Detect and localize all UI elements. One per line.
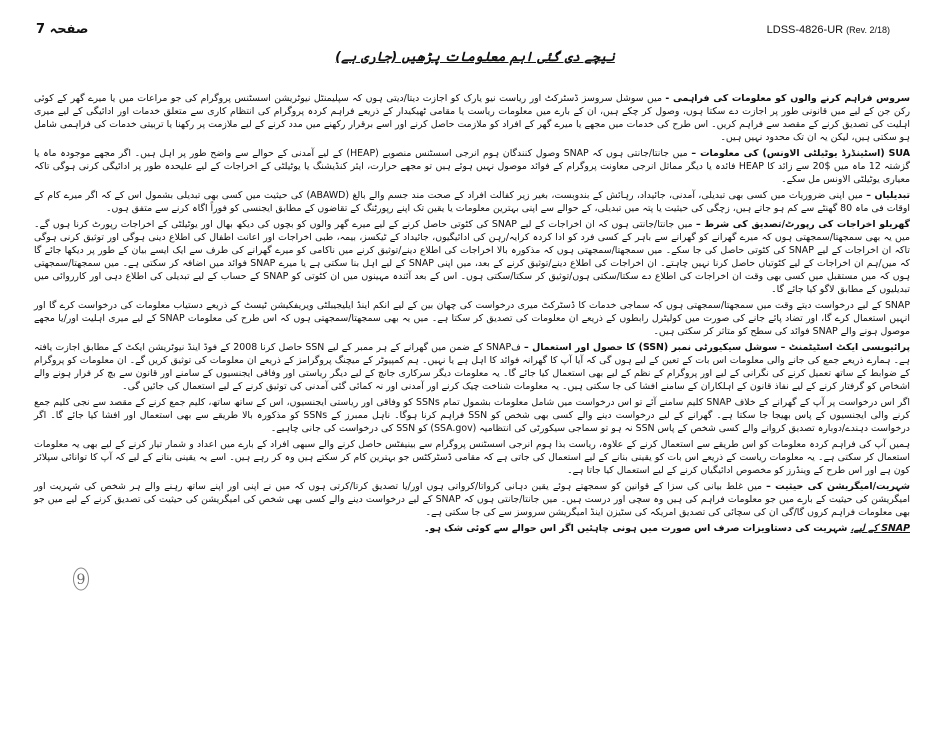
paragraph-claims [34, 396, 910, 435]
paragraph-citizenship [34, 480, 910, 519]
paragraph-text: میں جانتا/جانتی ہوں کہ SNAP وصول کنندگان ہوم انرجی اسسٹنس منصوبے (HEAP) کے لیے آمدنی کے حوالے سے واضح طور پر اہل ہیں۔ اگر مجھے موجودہ ماہ یا گزشتہ 12 ماہ میں $20 سے زائد کا HEAP فائدہ یا دیگر مماثل انرجی معاونت پروگرام کے فوائد موصول نہیں ہوئے ہیں تو مجھے حرارت، ایئر کنڈیشنگ یا یوٹیلٹی کے اخراجات کے لیے علیحدہ طور پر ادائیگی کرنی ہوگی تاکہ معیاری یوٹیلٹی الاونس مل سکے۔ [34, 148, 910, 185]
form-identifier [767, 24, 890, 36]
paragraph-heading: پرائیویسی ایکٹ اسٹیٹمنٹ – سوشل سیکیورٹی نمبر (SSN) کا حصول اور استعمال – [523, 342, 910, 353]
paragraph-service-providers [34, 92, 910, 144]
paragraph-privacy-act [34, 341, 910, 393]
handwritten-mark-text: 9 [76, 572, 86, 588]
document-body [34, 92, 910, 538]
paragraph-text: میں اپنی ضروریات میں کسی بھی تبدیلی، آمدنی، جائیداد، رہائش کے بندوبست، بغیر زیر کفالت افراد کے صحت مند جسم والے بالغ (ABAWD) کی حیثیت میں کسی بھی تبدیلی بشمول اس کے کہ اگر میرے کام کے اوقات فی ماہ 80 گھنٹے سے کم ہو جاتے ہیں، زچگی کی حیثیت یا پتہ میں تبدیلی، کے حوالے سے اپنی بہترین معلومات یا یقین تک اپنے رپورٹنگ کے تقاضوں کے مطابق ایجنسی کو فوراً اگاہ کرنے سے متفق ہوں۔ [34, 190, 910, 214]
paragraph-text: SNAP کے لیے درخواست دیتے وقت میں سمجھتا/سمجھتی ہوں کہ سماجی خدمات کا ڈسٹرکٹ میری درخواست کی چھان بین کے لیے انکم اینڈ ایلیجیبلٹی ویریفکیشن ٹیسٹ کے ذریعے دستیاب معلومات کی درخواست کرے گا اور انہیں استعمال کرے گا، اور تضاد پائے جانے کی صورت میں کولیٹرل رابطوں کے ذریعے ان معلومات کی تصدیق کر سکتا ہے۔ میں یہ بھی سمجھتا/سمجھتی ہوں کہ اس طرح کی معلومات SNAP کے لیے میری اہلیت اور/یا مجھے موصول ہونے والے SNAP فوائد کی سطح کو متاثر کر سکتی ہیں۔ [34, 300, 910, 337]
paragraph-heap-statistics [34, 438, 910, 477]
paragraph-sua [34, 147, 910, 186]
paragraph-heading: سروس فراہم کرنے والوں کو معلومات کی فراہمی - [665, 93, 910, 104]
paragraph-heading: SUA (اسٹینڈرڈ یوٹیلٹی الاونس) کی معلومات – [691, 148, 911, 159]
paragraph-snap-documents [34, 522, 910, 535]
paragraph-heading: گھریلو اخراجات کی رپورٹ/تصدیق کی شرط – [695, 219, 911, 230]
paragraph-text: فSNAP کے ضمن میں گھرانے کے ہر ممبر کے لیے SSN حاصل کرنا 2008 کے فوڈ اینڈ نیوٹریشن ایکٹ کے مطابق اجازت یافتہ ہے۔ ہمارے ذریعے جمع کی جانے والی معلومات اس بات کے تعین کے لیے ہوں گی کہ آیا آپ کا گھرانہ فوائد کا اہل ہے یا نہیں۔ ہم کمپیوٹر کے میچنگ پروگرامز کے ذریعے ان معلومات کی توثیق کریں گے۔ ان معلومات کو پروگرام کے ضوابط کے ساتھ تعمیل کرنے کی نگرانی کے لیے اور پروگرام کے نظم کے لیے بھی استعمال کیا جائے گا۔ یہ معلومات دیگر سرکاری جانچ کے لیے دیگر ریاستی اور وفاقی ایجنسیوں کے سامنے اور قانون سے بچ کر فرار ہونے والے اشخاص کو گرفتار کرنے کے لیے نفاذ قانون کے اہلکاران کے سامنے افشا کی جا سکتی ہیں۔ یہ معلومات شناخت چیک کرنے اور آمدنی اور نہ کمائی گئی آمدنی کی توثیق کرنے کے لیے استعمال کی جائیں گی۔ [34, 342, 910, 392]
paragraph-text: شہریت کی دستاویزات صرف اس صورت میں ہونی چاہئیں اگر اس حوالے سے کوئی شک ہو۔ [423, 523, 851, 534]
page-title: نیچے دی گئی اہم معلومات پڑھیں (جاری ہے) [335, 50, 615, 65]
form-number: LDSS-4826-UR [766, 24, 844, 36]
paragraph-verification [34, 299, 910, 338]
form-revision: (Rev. 2/18) [846, 25, 890, 35]
handwritten-mark [71, 566, 91, 592]
paragraph-heading: SNAP کے لیے، [850, 523, 910, 534]
paragraph-heading: شہریت/امیگریشن کی حیثیت – [766, 481, 910, 492]
paragraph-text: اگر اس درخواست پر آپ کے گھرانے کے خلاف SNAP کلیم سامنے آئے تو اس درخواست میں شامل معلومات بشمول تمام SSNs کو وفاقی اور ریاستی ایجنسیوں، اس کے ساتھ ساتھ، کلیم جمع کرنے کے مقصد سے نجی کلیم جمع کرنے والی ایجنسیوں کے پاس بھیجا جا سکتا ہے۔ گھرانے کے لیے درخواست دینے والے کسی بھی شخص کو SSN فراہم کرنا ہوگا۔ ناہل ممبرز کے SSNs کو مذکورہ بالا طریقے سے بھی استعمال اور افشا کیا جائے گا۔ اگر درخواست دہندے/دوبارہ تصدیق کروانے والے کسی شخص کے پاس SSN نہ ہو تو سماجی سیکورٹی کی انتظامیہ (SSA.gov) کو SSN کی درخواست کی جانی چاہیے۔ [34, 397, 911, 434]
paragraph-household-expenses [34, 218, 910, 296]
paragraph-heading: تبدیلیاں – [866, 190, 910, 201]
paragraph-text: میں غلط بیانی کی سزا کے قوانین کو سمجھتے ہوئے یقین دہانی کرواتا/کرواتی ہوں اور/یا تصدیق کرتا/کرتی ہوں کہ میں نے اپنی اور اپنے ساتھ رہنے والے ہر شخص کی شہریت اور امیگریشن کی حیثیت کے بارے میں جو معلومات فراہم کی ہیں وہ سچی اور درست ہیں۔ میں جانتا/جانتی ہوں کہ SNAP کے لیے درخواست دینے والے کسی بھی شخص کی امیگریشن کی حیثیت کی تصدیق کرنے کے لیے میں جو بھی معلومات فراہم کروں گا/گی ان کی سچائی کی تصدیق امریکہ کی سٹیزن اینڈ امیگریشن سروسز سے کی جا سکتی ہے۔ [34, 481, 911, 518]
page-number: صفحہ 7 [36, 22, 89, 37]
paragraph-text: میں جانتا/جانتی ہوں کہ ان اخراجات کے لیے SNAP کی کٹوتی حاصل کرنے کے لیے میرے گھر والوں کو بچوں کی دیکھ بھال اور یوٹیلٹی کے اخراجات رپورٹ کرنا ہوں گے۔ میں یہ بھی سمجھتا/سمجھتی ہوں کہ میرے گھرانے کو گھرانے سے باہر کے کسی فرد کو ادا کردہ کرایہ/رہن کی ادائیگیوں، جائیداد کے ٹیکسز، بیمہ، طبی اخراجات اور اعانت اطفال کی اطلاع دینی ہوگی اور توثیق کرنی ہوگی تاکہ ان اخراجات کے لیے SNAP کی کٹوتی حاصل کی جا سکے۔ میں سمجھتا/سمجھتی ہوں کہ مذکورہ بالا اخراجات کی اطلاع دینے/توثیق کرنے میں ناکامی کو میرے گھرانے کی طرف سے ایک ایسے بیان کے طور پر دیکھا جائے گا کہ میں/ہم ان اخراجات کے لیے کٹوتیاں حاصل کرنا نہیں چاہتے۔ ان اخراجات کی اطلاع دینے/توثیق کرنے کے بعد، میں اپنی SNAP کے لیے اہل بنا سکتی ہے یا میرے SNAP فوائد میں اضافہ کر سکتی ہے۔ میں سمجھتا/سمجھتی ہوں کہ میں مستقبل میں کسی بھی وقت ان اخراجات کی اطلاع دے سکتا/سکتی ہوں/توثیق کر سکتا/سکتی ہوں۔ اس کے بعد آئندہ مہینوں میں ان کٹوتی کو SNAP کے حساب کے لیے تبدیلی کی اطلاع دہی اور کارروائی میں تبدیلیوں کے مطابق لاگو کیا جائے گا۔ [34, 219, 911, 295]
paragraph-text: ہمیں آپ کی فراہم کردہ معلومات کو اس طریقے سے استعمال کرنے کے علاوہ، ریاست بذا ہوم انرجی اسسٹنس پروگرام سے بینیفٹس حاصل کرنے والے سبھی افراد کے بارے میں اعداد و شمار تیار کرنے کے لیے بھی یہ معلومات استعمال کر سکتی ہے۔ یہ معلومات ریاست کے ذریعے اس بات کو یقینی بنانے کے لیے استعمال کی جاتی ہے کہ مقامی ڈسٹرکٹس جو بہترین کام کر سکتے ہیں وہ کر رہے ہیں۔ اسے یہ یقینی بنانے کے لیے کہ آپ کا توانائی سپلائر کون ہے اور اس طرح کے وینڈرز کو مخصوص ادائیگیاں کرنے کے لیے استعمال کیا جاتا ہے۔ [34, 439, 910, 476]
paragraph-text: میں سوشل سروسز ڈسٹرکٹ اور ریاست نیو یارک کو اجازت دیتا/دیتی ہوں کہ سپلیمنٹل نیوٹریشن اسسٹنس پروگرام کی جو مراعات میں یا میرے گھر کے کوئی رکن جن کے لیے میں قانونی طور پر اجازت دے سکتا ہوں، وصول کر چکے ہیں، ان کے بارے میں معلومات ریاست یا مقامی ٹھیکیدار کے ذریعے فراہم کردہ پروگرام کی انتظام کاری سے متعلق خدمات اور ادائیگی کے لیے میری اہلیت کی تصدیق کرنے کے مقصد سے فراہم کریں۔ اس طرح کی خدمات میں مجھے یا میرے گھر کے افراد کو ملازمت حاصل کرنے اور اسے برقرار رکھنے میں مدد کرنے کے لیے ملازمت پر رکھنا یا تربیتی خدمات کی فراہمی شامل ہو سکتی ہیں، لیکن یہ ان تک محدود نہیں ہیں۔ [34, 93, 910, 143]
paragraph-changes [34, 189, 910, 215]
